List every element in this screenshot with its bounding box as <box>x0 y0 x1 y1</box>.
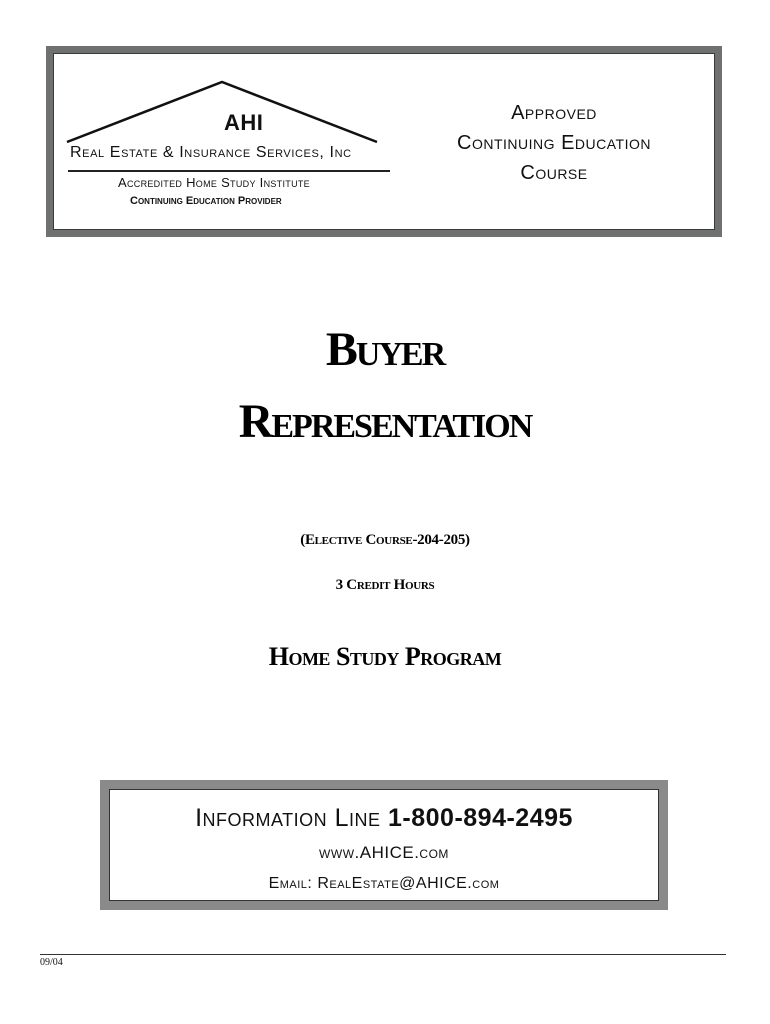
approved-course-text <box>424 98 684 188</box>
elective-course-code: (Elective Course-204-205) <box>300 532 470 548</box>
info-box <box>100 780 668 910</box>
info-inner <box>109 789 659 901</box>
org-divider <box>68 170 390 172</box>
approved-line-2: Continuing Education <box>457 132 651 154</box>
header-inner <box>53 53 715 230</box>
approved-line-3: Course <box>520 162 588 184</box>
footer-date: 09/04 <box>40 957 63 968</box>
approved-line-1: Approved <box>511 102 597 124</box>
info-line-label: Information Line <box>195 804 381 832</box>
title-line-2: Representation <box>238 395 532 448</box>
provider-text: Continuing Education Provider <box>130 195 282 207</box>
email-line <box>110 875 658 893</box>
org-name: Real Estate & Insurance Services, Inc <box>70 144 352 161</box>
program-name: Home Study Program <box>268 642 502 671</box>
header-box <box>46 46 722 237</box>
email-label: Email: <box>268 875 313 892</box>
title-line-1: Buyer <box>325 323 445 376</box>
phone-number[interactable]: 1-800-894-2495 <box>388 804 573 832</box>
credit-hours: 3 Credit Hours <box>335 577 435 593</box>
logo-mark: AHI <box>224 110 264 135</box>
house-roof-icon <box>62 76 382 146</box>
email-link[interactable]: RealEstate@AHICE.com <box>317 875 500 892</box>
info-line <box>110 804 658 833</box>
accreditation-text: Accredited Home Study Institute <box>118 175 310 190</box>
footer-divider <box>40 954 726 955</box>
website-link[interactable]: www.AHICE.com <box>319 843 449 862</box>
